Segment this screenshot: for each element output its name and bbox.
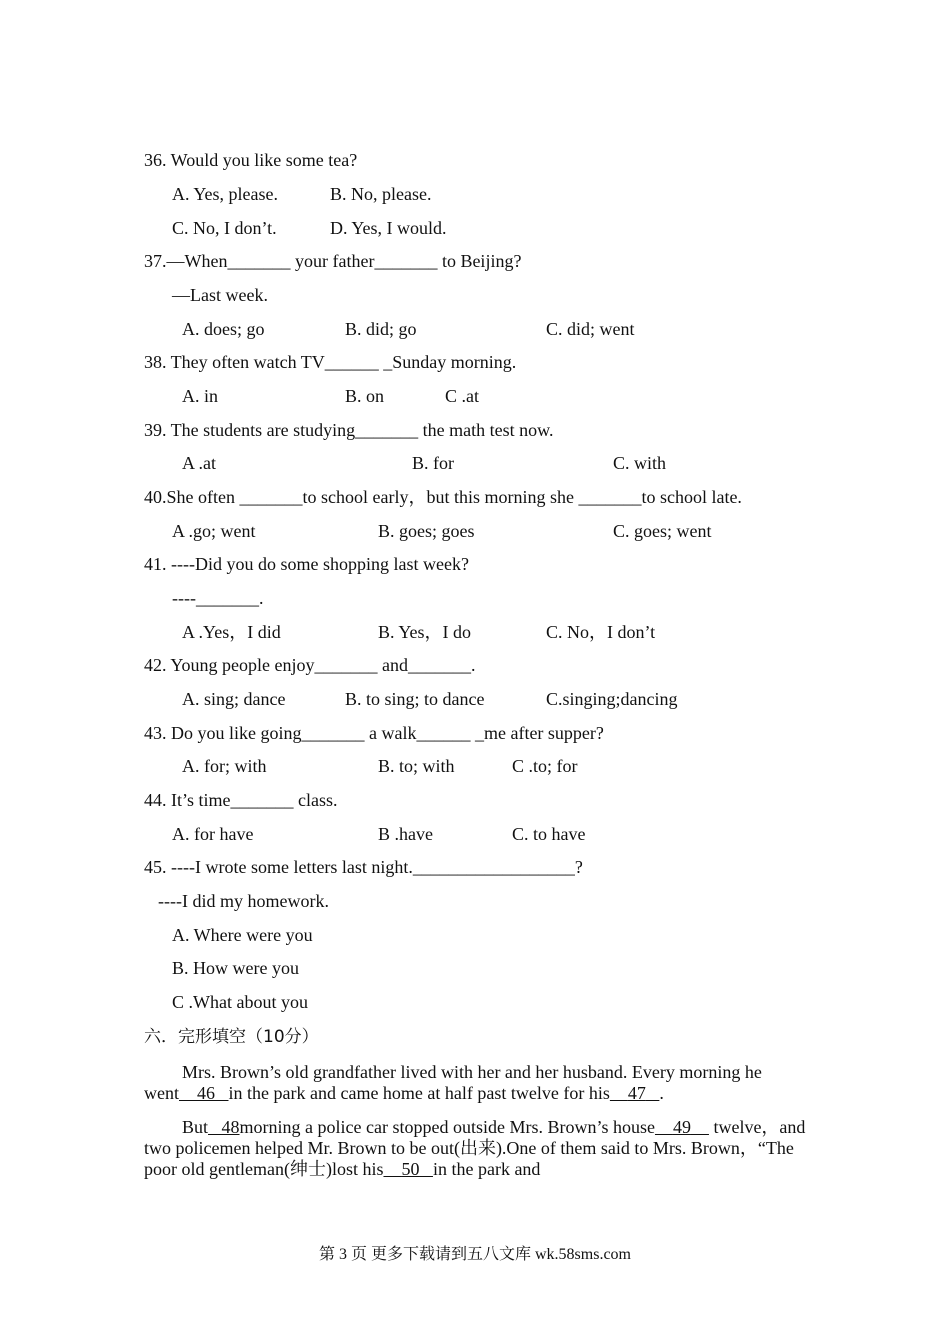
question-42-option-a: A. sing; dance: [182, 689, 286, 709]
blank-49: [655, 1117, 709, 1137]
question-38-option-a: A. in: [182, 386, 218, 406]
question-36-stem: 36. Would you like some tea?: [144, 150, 358, 170]
blank-48: [208, 1117, 240, 1137]
question-37-option-a: A. does; go: [182, 319, 265, 339]
blank-49-number: 49: [672, 1117, 691, 1137]
question-39-option-b: B. for: [412, 453, 454, 473]
blank-46-number: 46: [197, 1083, 215, 1103]
question-40-option-a: A .go; went: [172, 521, 256, 541]
paragraph-2-text-2: morning a police car stopped outside Mrs. Brown’s house: [239, 1117, 655, 1137]
question-41-option-b: B. Yes，I do: [378, 622, 472, 642]
question-38-stem: 38. They often watch TV______ _Sunday morning.: [144, 352, 517, 372]
question-42-option-c: C.singing;dancing: [546, 689, 678, 709]
question-36-option-c: C. No, I don’t.: [172, 218, 277, 238]
question-43-option-c: C .to; for: [512, 756, 578, 776]
blank-50: [383, 1159, 433, 1179]
question-36-option-d: D. Yes, I would.: [330, 218, 447, 238]
question-40-option-c: C. goes; went: [613, 521, 712, 541]
blank-50-number: 50: [401, 1159, 420, 1179]
question-45-option-a: A. Where were you: [172, 925, 313, 945]
question-44-stem: 44. It’s time_______ class.: [144, 790, 338, 810]
question-40-option-b: B. goes; goes: [378, 521, 475, 541]
question-41-stem: 41. ----Did you do some shopping last week?: [144, 554, 469, 574]
question-41-option-a: A .Yes，I did: [182, 622, 281, 642]
question-43-stem: 43. Do you like going_______ a walk______ _me after supper?: [144, 723, 604, 743]
blank-47-number: 47: [627, 1083, 646, 1103]
paragraph-1-text-2: in the park and came home at half past twelve for his: [228, 1083, 610, 1103]
question-37-option-b: B. did; go: [345, 319, 417, 339]
section-heading: 六．完形填空（10分）: [144, 1027, 319, 1047]
question-41-option-c: C. No，I don’t: [546, 622, 656, 642]
paragraph-2-text-3: twelve，and two policemen helped Mr. Brown to be out(出来).One of them said to Mrs. Brown，“The poor old gentleman(绅士)lost his: [144, 1117, 806, 1179]
blank-46: [179, 1083, 229, 1103]
question-43-option-b: B. to; with: [378, 756, 455, 776]
page-footer: 第 3 页 更多下载请到五八文库 wk.58sms.com: [318, 1246, 631, 1263]
question-42-stem: 42. Young people enjoy_______ and_______.: [144, 655, 476, 675]
cloze-paragraph-1: [144, 1062, 816, 1104]
question-43-option-a: A. for; with: [182, 756, 267, 776]
question-38-option-c: C .at: [445, 386, 479, 406]
question-45-stem: 45. ----I wrote some letters last night.__________________?: [144, 857, 583, 877]
question-41-reply: ----_______.: [172, 588, 264, 608]
question-44-option-c: C. to have: [512, 824, 586, 844]
question-45-option-b: B. How were you: [172, 958, 299, 978]
question-44-option-a: A. for have: [172, 824, 254, 844]
blank-47: [610, 1083, 660, 1103]
question-40-stem: 40.She often _______to school early，but this morning she _______to school late.: [144, 487, 742, 507]
question-37-option-c: C. did; went: [546, 319, 635, 339]
question-37-stem: 37.—When_______ your father_______ to Beijing?: [144, 251, 522, 271]
question-39-option-c: C. with: [613, 453, 667, 473]
question-45-option-c: C .What about you: [172, 992, 308, 1012]
cloze-paragraph-2: [144, 1117, 816, 1180]
question-36-option-a: A. Yes, please.: [172, 184, 278, 204]
question-37-reply: —Last week.: [172, 285, 268, 305]
question-42-option-b: B. to sing; to dance: [345, 689, 485, 709]
blank-48-number: 48: [221, 1117, 240, 1137]
question-36-option-b: B. No, please.: [330, 184, 432, 204]
question-45-reply: ----I did my homework.: [158, 891, 329, 911]
paragraph-2-text-1: But: [182, 1117, 209, 1137]
question-38-option-b: B. on: [345, 386, 385, 406]
question-39-option-a: A .at: [182, 453, 216, 473]
paragraph-2-text-4: in the park and: [432, 1159, 541, 1179]
question-44-option-b: B .have: [378, 824, 433, 844]
paragraph-1-text-3: .: [659, 1083, 664, 1103]
paragraph-1-text-1: Mrs. Brown’s old grandfather lived with her and her husband. Every morning he went: [144, 1062, 762, 1103]
question-39-stem: 39. The students are studying_______ the math test now.: [144, 420, 554, 440]
